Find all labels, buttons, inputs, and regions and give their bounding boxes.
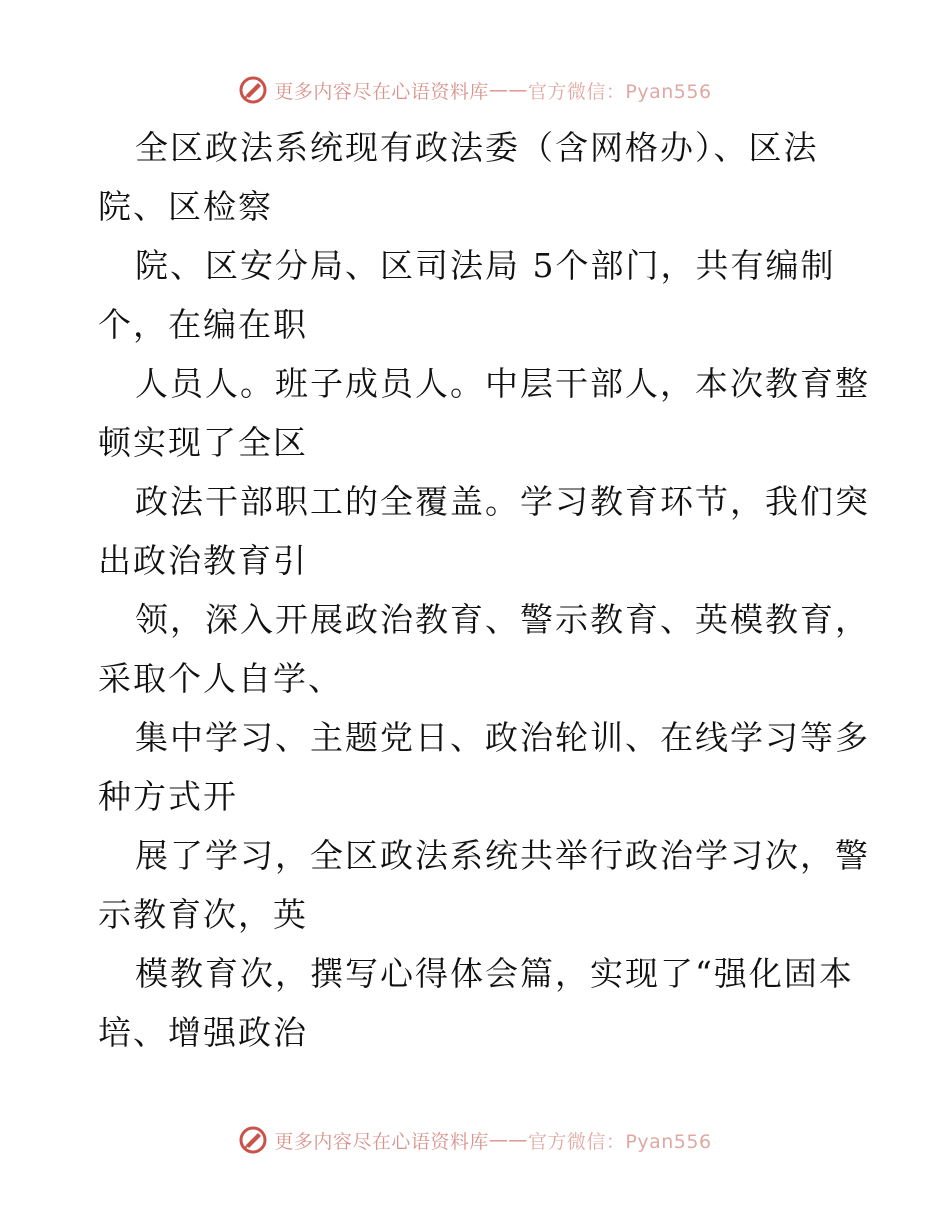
text-line: 模教育次，撰写心得体会篇，实现了“强化固本 — [135, 954, 854, 993]
watermark-dash: —— — [488, 79, 528, 101]
watermark-dash: —— — [488, 1129, 528, 1151]
text-line: 全区政法系统现有政法委（含网格办）、区法 — [135, 128, 819, 167]
text-line: 培、增强政治 — [98, 1013, 308, 1052]
footer-watermark — [0, 1120, 950, 1160]
text-line: 采取个人自学、 — [98, 659, 343, 698]
text-line: 示教育次，英 — [98, 895, 308, 934]
pen-ribbon-logo-icon — [238, 75, 268, 105]
text-line: 种方式开 — [98, 777, 238, 816]
text-line: 政法干部职工的全覆盖。学习教育环节，我们突 — [135, 482, 870, 521]
document-body — [98, 118, 868, 1062]
watermark-contact: 官方微信：Pyan556 — [527, 80, 712, 103]
text-line: 院、区安分局、区司法局 5个部门，共有编制 — [135, 246, 836, 285]
watermark-contact: 官方微信：Pyan556 — [527, 1130, 712, 1153]
text-line: 展了学习，全区政法系统共举行政治学习次，警 — [135, 836, 870, 875]
text-line: 院、区检察 — [98, 187, 273, 226]
header-watermark — [0, 70, 950, 110]
watermark-site: 更多内容尽在心语资料库 — [274, 1130, 489, 1153]
text-line: 集中学习、主题党日、政治轮训、在线学习等多 — [135, 718, 870, 757]
text-line: 出政治教育引 — [98, 541, 308, 580]
pen-ribbon-logo-icon — [238, 1125, 268, 1155]
text-line: 顿实现了全区 — [98, 423, 308, 462]
text-line: 领，深入开展政治教育、警示教育、英模教育， — [135, 600, 870, 639]
text-line: 个，在编在职 — [98, 305, 308, 344]
text-line: 人员人。班子成员人。中层干部人，本次教育整 — [135, 364, 870, 403]
watermark-site: 更多内容尽在心语资料库 — [274, 80, 489, 103]
